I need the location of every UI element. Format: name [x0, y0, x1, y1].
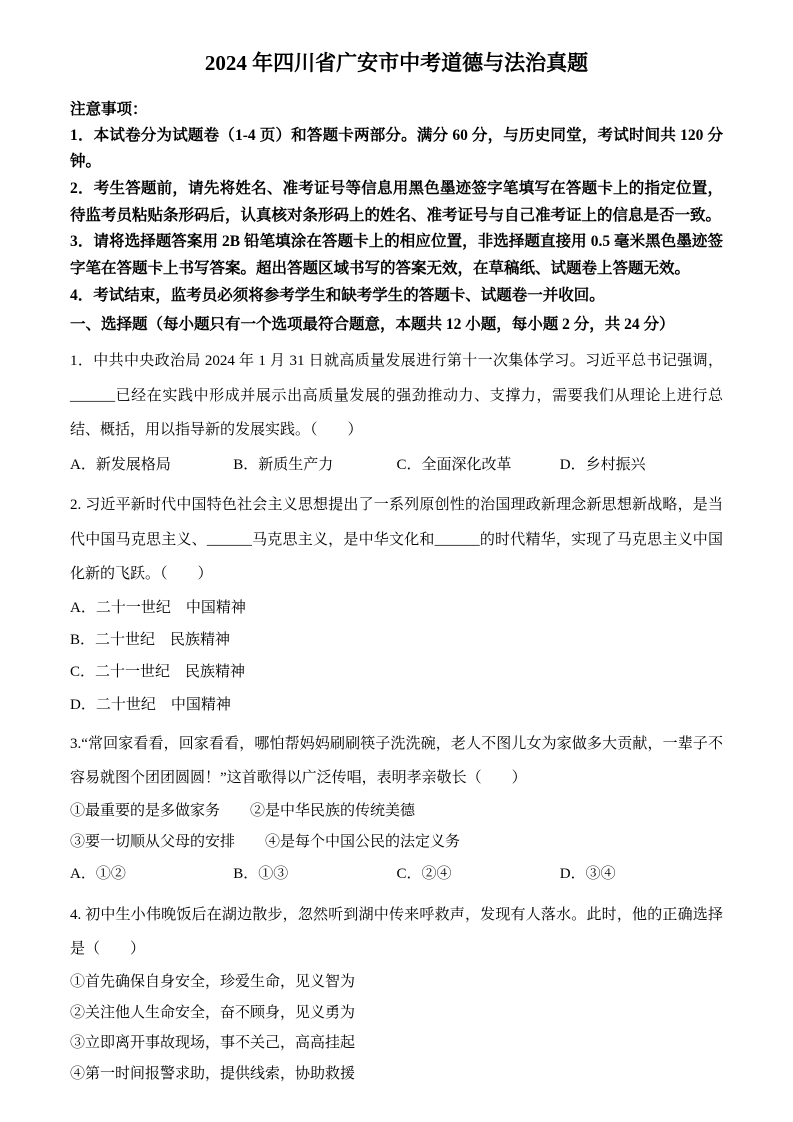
question-subitem: ④第一时间报警求助，提供线索，协助救援: [70, 1066, 356, 1083]
option: C．全面深化改革: [396, 456, 512, 473]
options-row: [70, 857, 723, 892]
option: A．①②: [70, 866, 126, 883]
notice-list: [70, 123, 723, 310]
question-block: [70, 488, 723, 721]
question-stem: 1．中共中央政治局 2024 年 1 月 31 日就高质量发展进行第十一次集体学习。习近平总书记强调，______已经在实践中形成并展示出高质量发展的强劲推动力、支撑力，需要我们从理论上进行总结、概括，用以指导新的发展实践。（ ）: [70, 353, 723, 439]
question-block: [70, 344, 723, 482]
option: D．二十世纪 中国精神: [70, 696, 231, 713]
option: A．二十一世纪 中国精神: [70, 599, 246, 616]
option: B．新质生产力: [233, 456, 334, 473]
section-heading: 一、选择题（每小题只有一个选项最符合题意，本题共 12 小题，每小题 2 分，共 24 分）: [70, 316, 675, 334]
option: C．二十一世纪 民族精神: [70, 664, 246, 681]
question-subitem: ①最重要的是多做家务 ②是中华民族的传统美德: [70, 802, 416, 819]
question-stem: 2. 习近平新时代中国特色社会主义思想提出了一系列原创性的治国理政新理念新思想新战略，是当代中国马克思主义、______马克思主义，是中华文化和______的时代精华，实现了马克思主义中国化新的飞跃。（ ）: [70, 497, 723, 583]
notice-item: 4．考试结束，监考员必须将参考学生和缺考学生的答题卡、试题卷一并收回。: [70, 286, 605, 304]
option: B．①③: [233, 866, 289, 883]
option: D．③④: [559, 866, 616, 883]
question-subitem: ③要一切顺从父母的安排 ④是每个中国公民的法定义务: [70, 833, 461, 850]
options-row: [70, 448, 723, 483]
page-title: 2024 年四川省广安市中考道德与法治真题: [204, 51, 589, 75]
question-stem: 3.“常回家看看，回家看看，哪怕帮妈妈刷刷筷子洗洗碗，老人不图儿女为家做多大贡献，一辈子不容易就图个团团圆圆！”这首歌得以广泛传唱，表明孝亲敬长（ ）: [70, 735, 723, 787]
notice-item: 1．本试卷分为试题卷（1-4 页）和答题卡两部分。满分 60 分，与历史同堂，考试时间共 120 分钟。: [70, 126, 723, 171]
option: D．乡村振兴: [559, 456, 646, 473]
option: C．②④: [396, 866, 452, 883]
option: A．新发展格局: [70, 456, 171, 473]
notice-heading: 注意事项：: [70, 100, 148, 118]
notice-item: 2．考生答题前，请先将姓名、准考证号等信息用黑色墨迹签字笔填写在答题卡上的指定位置，待监考员粘贴条形码后，认真核对条形码上的姓名、准考证号与自己准考证上的信息是否一致。: [70, 179, 723, 224]
question-block: [70, 727, 723, 892]
question-subitem: ②关注他人生命安全，奋不顾身，见义勇为: [70, 1004, 356, 1021]
question-subitem: ①首先确保自身安全，珍爱生命，见义智为: [70, 973, 356, 990]
question-stem: 4. 初中生小伟晚饭后在湖边散步，忽然听到湖中传来呼救声，发现有人落水。此时，他的正确选择是（ ）: [70, 906, 723, 958]
notice-item: 3．请将选择题答案用 2B 铅笔填涂在答题卡上的相应位置，非选择题直接用 0.5 毫米黑色墨迹签字笔在答题卡上书写答案。超出答题区域书写的答案无效，在草稿纸、试题卷上答题无效。: [70, 233, 723, 277]
option: B．二十世纪 民族精神: [70, 632, 231, 649]
question-block: [70, 898, 723, 1090]
question-subitem: ③立即离开事故现场，事不关己，高高挂起: [70, 1035, 356, 1052]
question-list: [70, 344, 723, 1090]
